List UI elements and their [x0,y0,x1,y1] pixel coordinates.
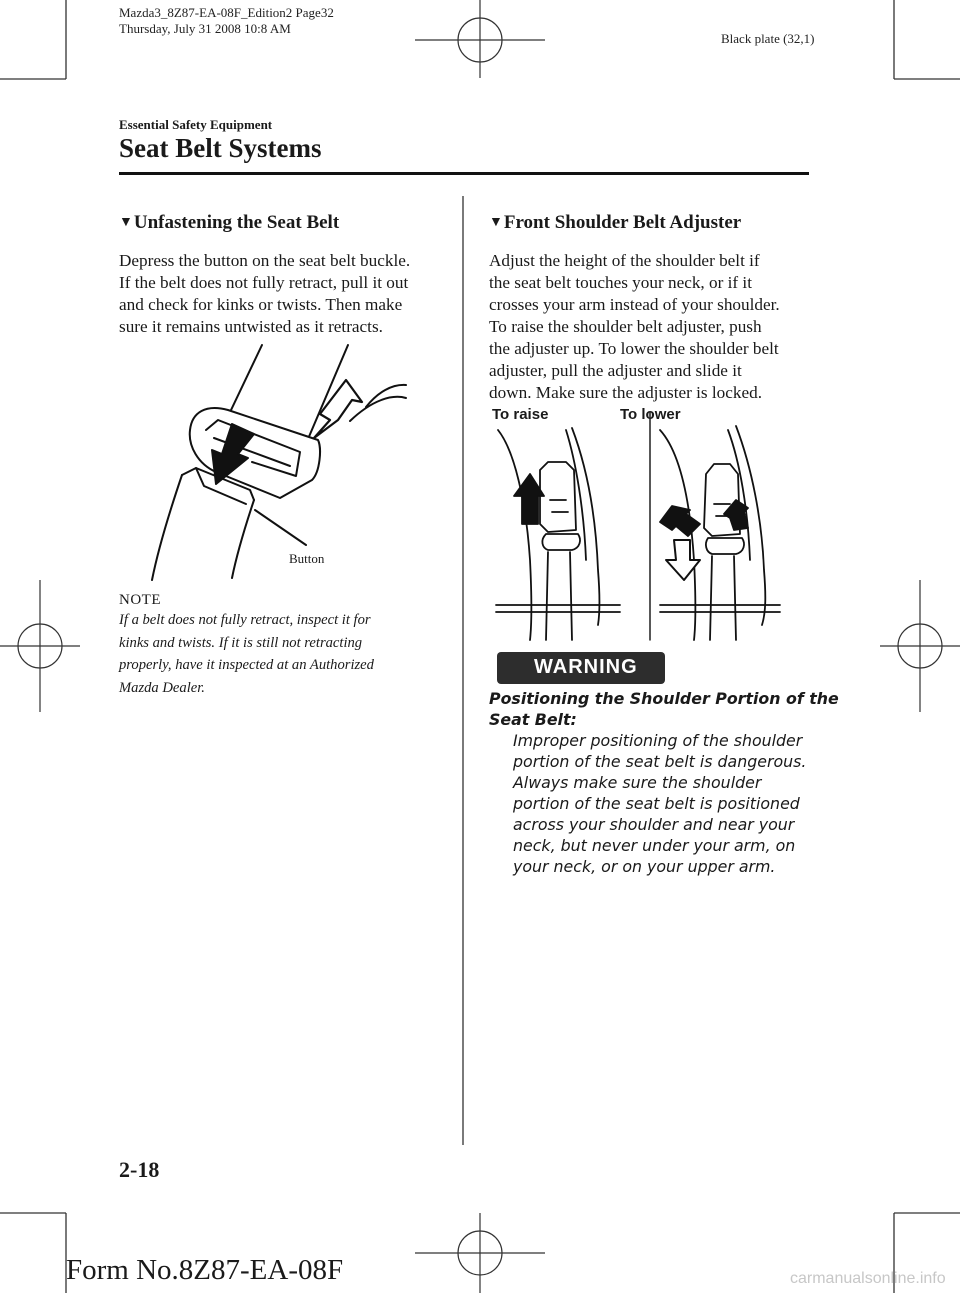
note-title: NOTE [119,592,161,608]
unfastening-heading-text: Unfastening the Seat Belt [133,212,340,233]
warning-line: your neck, or on your upper arm. [513,857,776,876]
adjuster-paragraph [489,250,780,404]
note-line: If a belt does not fully retract, inspect it for [119,612,371,628]
note-line: Mazda Dealer. [119,679,205,696]
form-number: Form No.8Z87-EA-08F [66,1254,344,1286]
button-callout-label: Button [289,551,325,566]
section-title: Essential Safety Equipment [119,117,273,132]
warning-badge [497,652,665,684]
note-line: kinks and twists. If it is still not retracting [119,634,363,651]
text-line: crosses your arm instead of your shoulder. [489,295,780,314]
text-line: the adjuster up. To lower the shoulder belt [489,339,779,358]
text-line: sure it remains untwisted as it retracts. [119,317,383,336]
file-info: Mazda3_8Z87-EA-08F_Edition2 Page32 [119,5,334,20]
plate-info: Black plate (32,1) [721,31,815,46]
triangle-down-icon: ▼ [489,215,503,230]
warning-line: Always make sure the shoulder [513,773,762,792]
warning-line: across your shoulder and near your [513,815,795,834]
adjuster-heading-text: Front Shoulder Belt Adjuster [503,212,742,233]
text-line: down. Make sure the adjuster is locked. [489,383,763,402]
header-rule [119,172,809,175]
unfastening-paragraph [119,250,410,338]
warning-title-line: Positioning the Shoulder Portion of the [489,689,839,708]
text-line: Depress the button on the seat belt buckle. [119,251,411,270]
print-date: Thursday, July 31 2008 10:8 AM [119,21,291,36]
page-number: 2-18 [119,1157,160,1182]
note-text [119,609,374,699]
triangle-down-icon: ▼ [119,215,133,230]
to-raise-label: To raise [492,406,549,423]
unfastening-heading [119,212,339,234]
warning-title-line: Seat Belt: [489,710,577,729]
warning-text [513,730,806,877]
warning-line: neck, but never under your arm, on [513,836,796,855]
note-line: properly, have it inspected at an Authorized [119,657,374,673]
adjuster-heading [489,212,741,234]
warning-line: portion of the seat belt is positioned [513,794,800,813]
watermark: carmanualsonline.info [790,1270,946,1287]
buckle-illustration [152,345,406,580]
chapter-title: Seat Belt Systems [119,133,322,163]
warning-title [489,688,839,730]
text-line: To raise the shoulder belt adjuster, push [489,317,762,336]
text-line: Adjust the height of the shoulder belt if [489,251,760,270]
warning-badge-label: WARNING [534,656,638,678]
text-line: adjuster, pull the adjuster and slide it [489,361,742,380]
text-line: the seat belt touches your neck, or if it [489,273,752,292]
warning-line: Improper positioning of the shoulder [513,731,803,750]
text-line: and check for kinks or twists. Then make [119,295,403,314]
to-lower-label: To lower [620,406,681,423]
text-line: If the belt does not fully retract, pull it out [119,273,409,292]
print-meta [119,5,334,37]
warning-line: portion of the seat belt is dangerous. [513,752,807,771]
adjuster-illustration [496,412,780,640]
